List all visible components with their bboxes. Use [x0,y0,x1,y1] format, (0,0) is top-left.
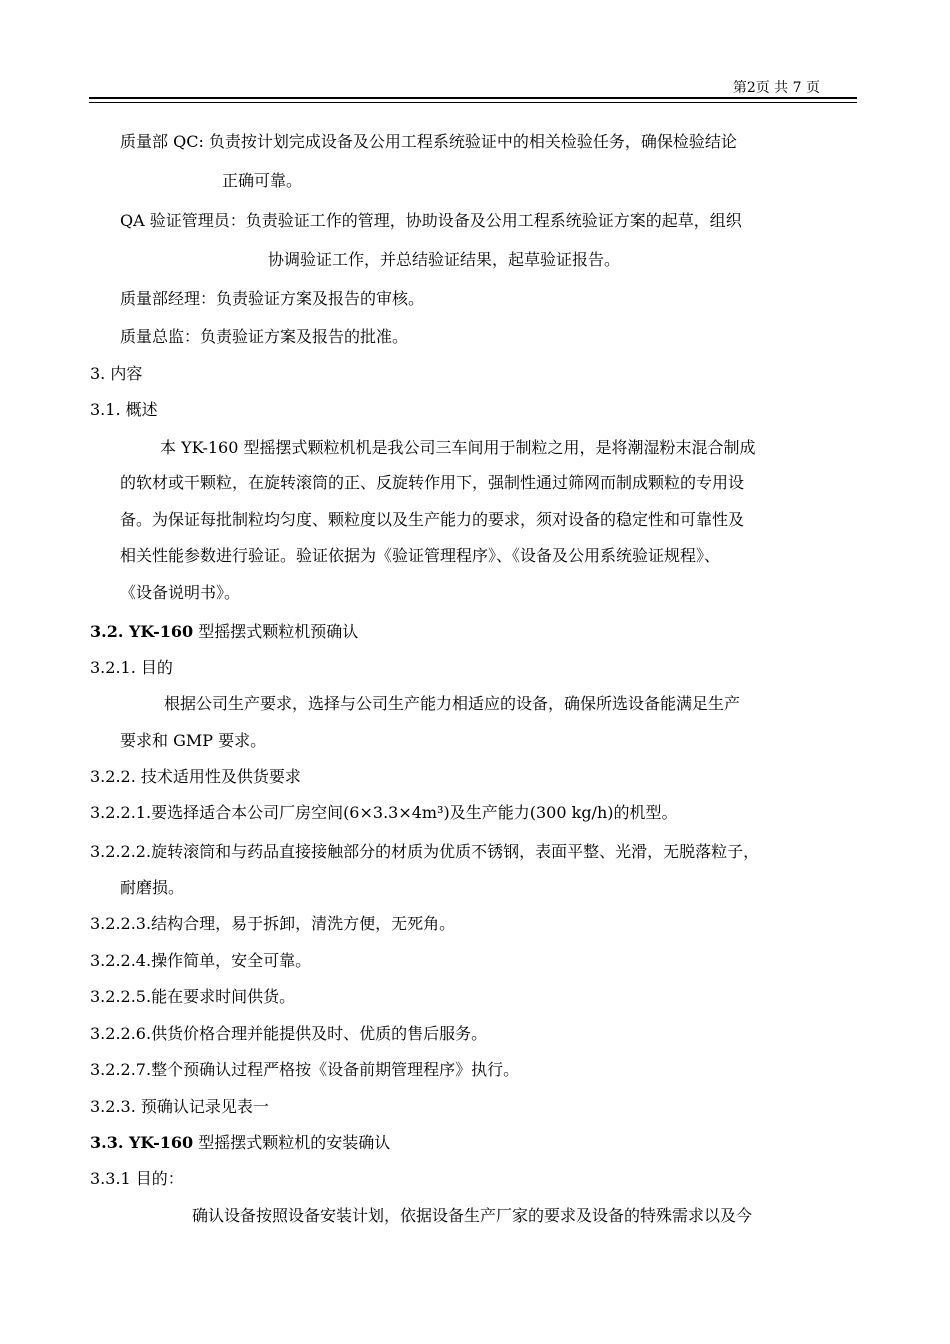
purpose-line-1: 根据公司生产要求，选择与公司生产能力相适应的设备，确保所选设备能满足生产 [164,694,741,713]
manager-duty: 质量部经理：负责验证方案及报告的审核。 [120,289,425,308]
section-3-3-title: 型摇摆式颗粒机的安装确认 [193,1133,391,1152]
requirement-3-2-2-2-line-2: 耐磨损。 [120,878,185,897]
section-3-2-3-heading: 3.2.3. 预确认记录见表一 [90,1097,269,1116]
requirement-3-2-2-4: 3.2.2.4.操作简单，安全可靠。 [90,951,312,970]
section-3-2-heading [90,622,358,642]
qc-duty-line-2: 正确可靠。 [222,171,303,190]
section-3-2-2-heading: 3.2.2. 技术适用性及供货要求 [90,767,301,786]
section-3-heading: 3. 内容 [90,364,143,383]
requirement-3-2-2-6: 3.2.2.6.供货价格合理并能提供及时、优质的售后服务。 [90,1024,488,1043]
requirement-3-2-2-2-line-1: 3.2.2.2.旋转滚筒和与药品直接接触部分的材质为优质不锈钢，表面平整、光滑，无脱落粒子， [90,842,760,861]
requirement-3-2-2-7: 3.2.2.7.整个预确认过程严格按《设备前期管理程序》执行。 [90,1060,520,1079]
section-3-2-number: 3.2. YK-160 [90,622,194,641]
qa-duty-line-1: QA 验证管理员：负责验证工作的管理，协助设备及公用工程系统验证方案的起草，组织 [120,211,742,230]
section-3-3-1-heading: 3.3.1 目的： [90,1169,184,1188]
install-purpose-line-1: 确认设备按照设备安装计划，依据设备生产厂家的要求及设备的特殊需求以及今 [192,1206,753,1225]
requirement-3-2-2-5: 3.2.2.5.能在要求时间供货。 [90,987,296,1006]
purpose-line-2: 要求和 GMP 要求。 [120,731,267,750]
overview-line-2: 的软材或干颗粒，在旋转滚筒的正、反旋转作用下，强制性通过筛网而制成颗粒的专用设 [120,473,745,492]
overview-line-5: 《设备说明书》。 [120,583,241,602]
qc-duty-line-1: 质量部 QC: 负责按计划完成设备及公用工程系统验证中的相关检验任务，确保检验结论 [120,132,737,151]
header-rule-thick [89,97,857,99]
page-number: 第2页 共 7 页 [732,80,820,96]
section-3-2-1-heading: 3.2.1. 目的 [90,658,173,677]
requirement-3-2-2-3: 3.2.2.3.结构合理，易于拆卸，清洗方便，无死角。 [90,914,456,933]
requirement-3-2-2-1: 3.2.2.1.要选择适合本公司厂房空间(6×3.3×4m³)及生产能力(300 kg/h)的机型。 [90,803,678,822]
section-3-2-title: 型摇摆式颗粒机预确认 [193,622,359,641]
director-duty: 质量总监：负责验证方案及报告的批准。 [120,327,409,346]
section-3-3-heading [90,1133,390,1153]
overview-line-1: 本 YK-160 型摇摆式颗粒机机是我公司三车间用于制粒之用，是将潮湿粉末混合制成 [160,438,756,457]
overview-line-4: 相关性能参数进行验证。验证依据为《验证管理程序》、《设备及公用系统验证规程》、 [120,546,721,565]
section-3-1-heading: 3.1. 概述 [90,400,158,419]
overview-line-3: 备。为保证每批制粒均匀度、颗粒度以及生产能力的要求，须对设备的稳定性和可靠性及 [120,510,745,529]
qa-duty-line-2: 协调验证工作，并总结验证结果，起草验证报告。 [268,250,621,269]
section-3-3-number: 3.3. YK-160 [90,1133,194,1152]
header-rule-thin [89,102,857,103]
